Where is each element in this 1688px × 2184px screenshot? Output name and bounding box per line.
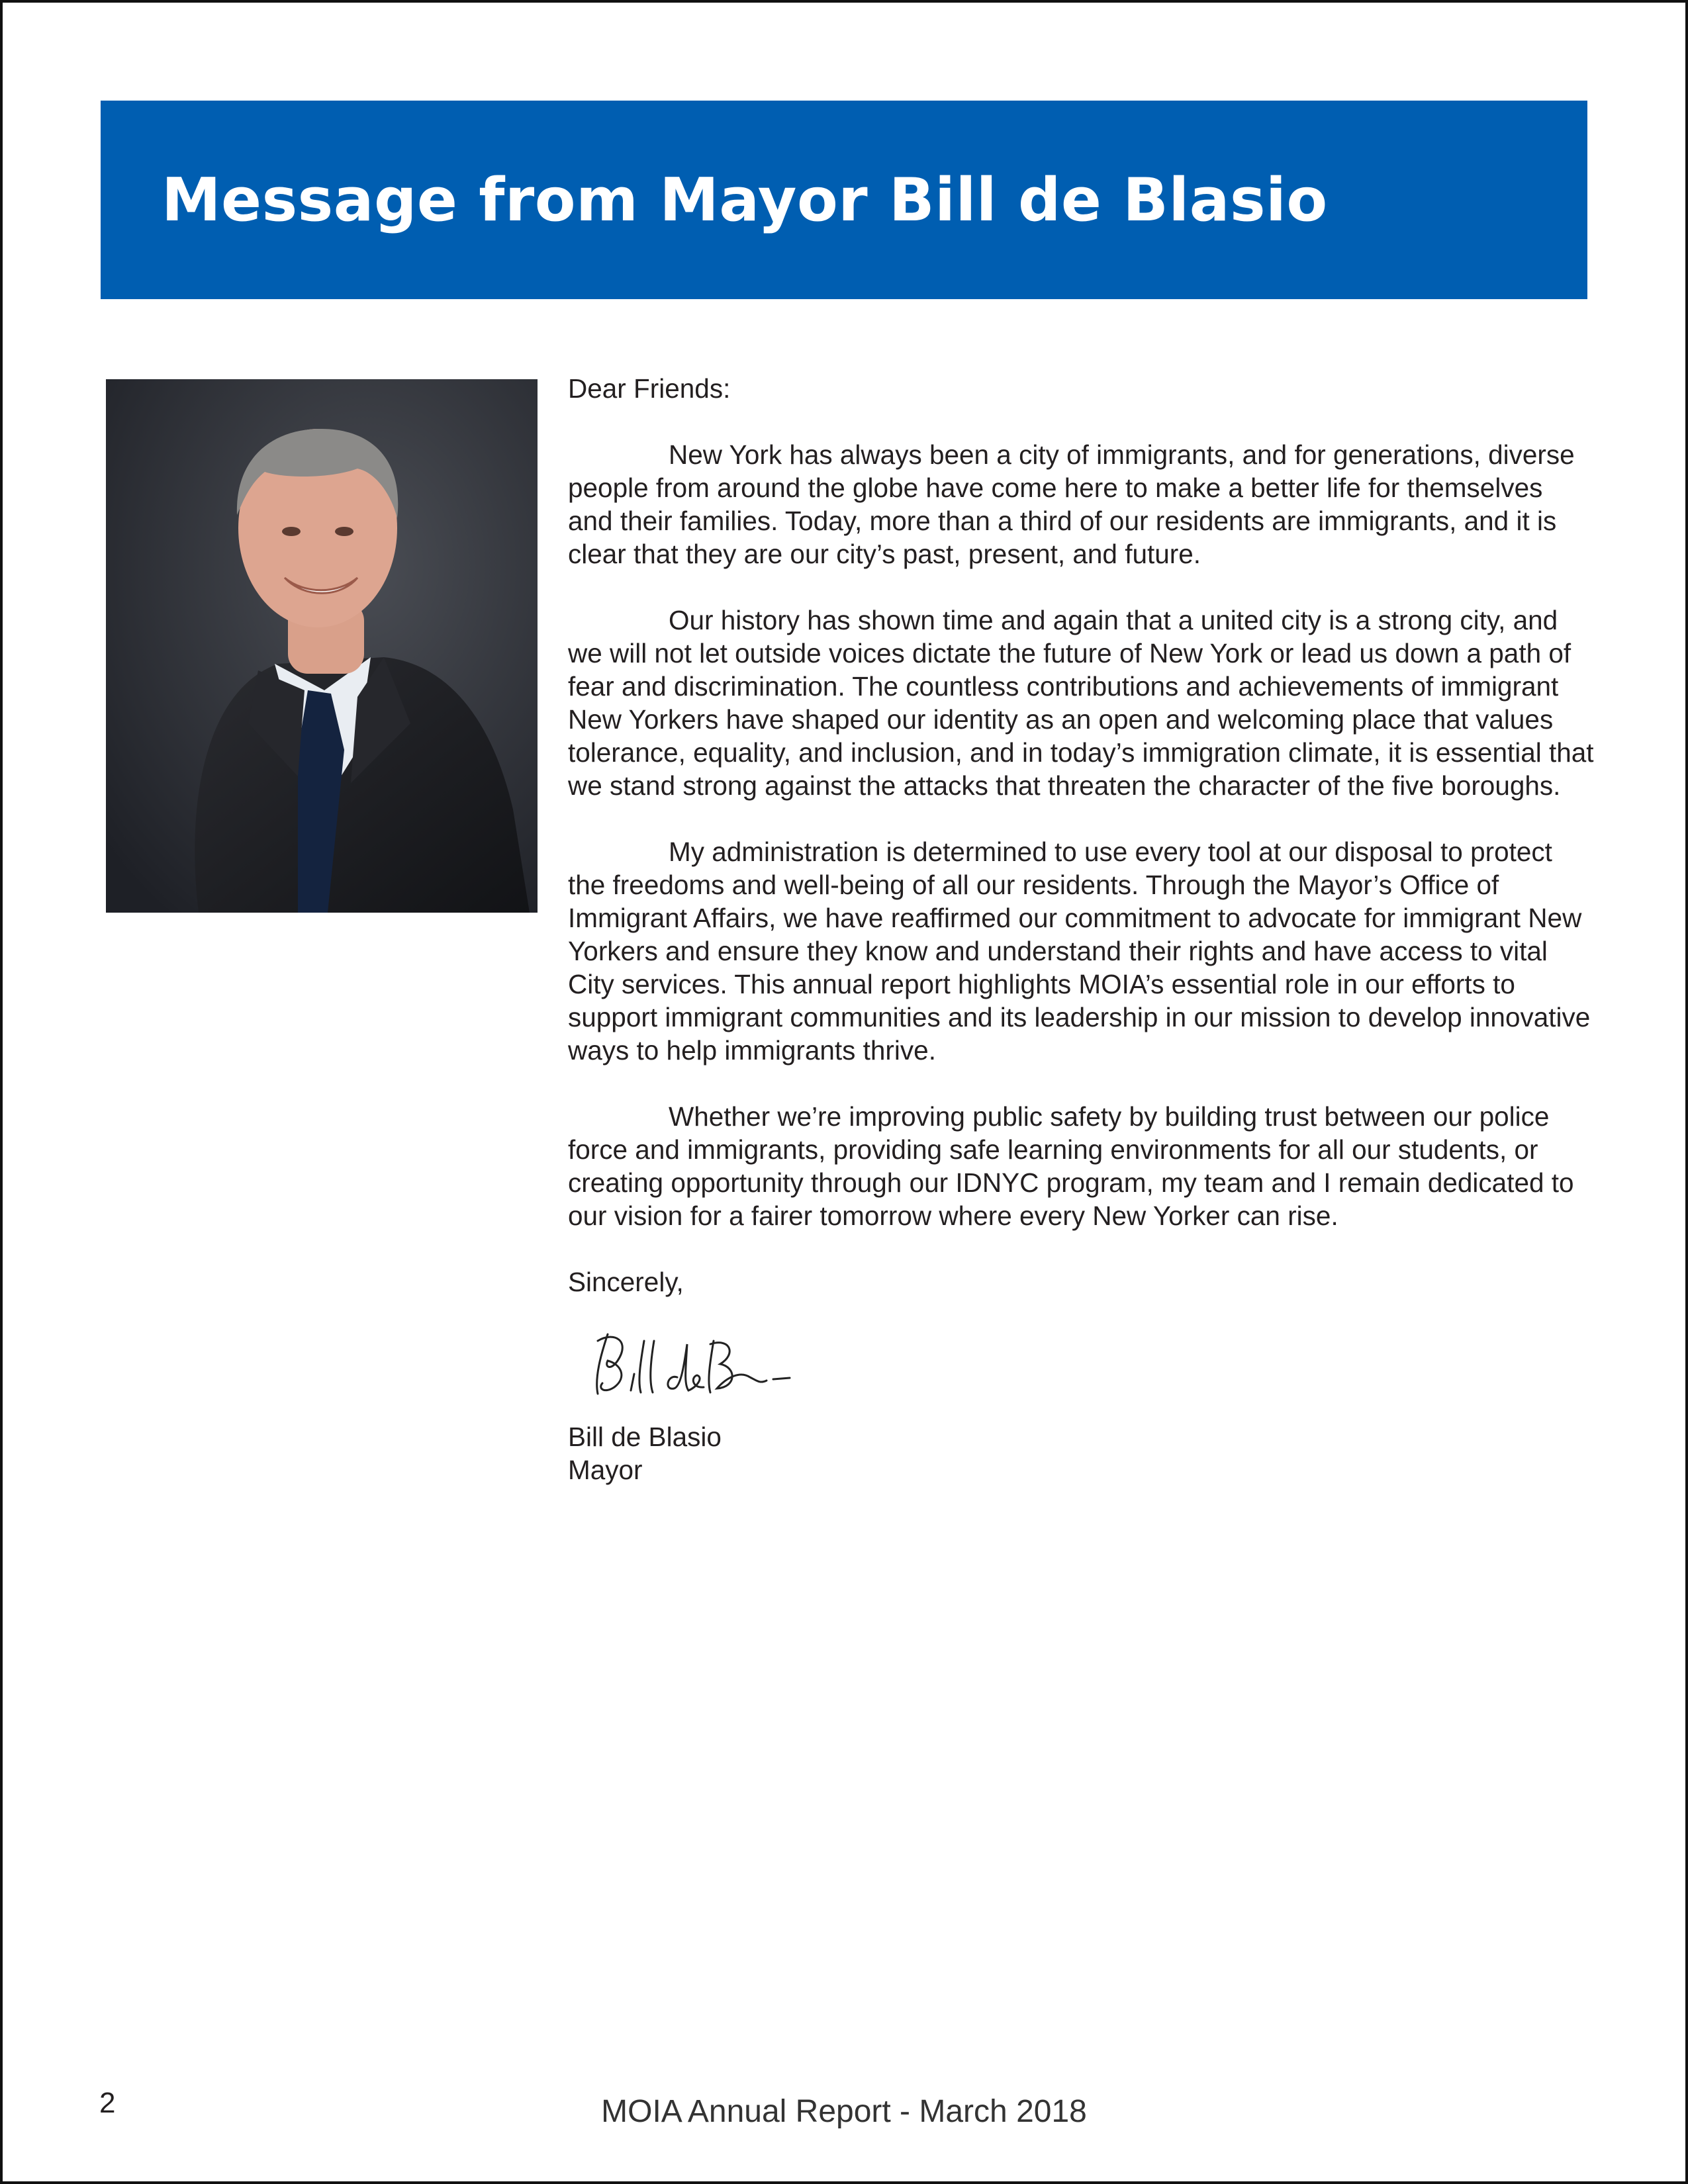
letter-paragraph: Our history has shown time and again that a united city is a strong city, and we will not let outside voices dictate the future of New York or lead us down a path of fear and discrimination. The countless contributions and achievements of immigrant New Yorkers have shaped our identity as an open and welcoming place that values tolerance, equality, and inclusion, and in today’s immigration climate, it is essential that we stand strong against the attacks that threaten the character of the five boroughs.	[568, 605, 1594, 801]
letter-paragraph: Whether we’re improving public safety by building trust between our police force and immigrants, providing safe learning environments for all our students, or creating opportunity through our IDNYC program, my team and I remain dedicated to our vision for a fairer tomorrow where every New Yorker can rise.	[568, 1101, 1574, 1231]
footer-title: MOIA Annual Report - March 2018	[601, 2094, 1087, 2129]
page-title: Message from Mayor Bill de Blasio	[162, 165, 1328, 235]
handwritten-signature	[568, 1314, 793, 1407]
letter-salutation: Dear Friends:	[568, 373, 731, 404]
signer-name: Bill de Blasio	[568, 1422, 722, 1452]
title-banner	[101, 101, 1587, 299]
page-number: 2	[99, 2087, 116, 2119]
letter-paragraph: My administration is determined to use every tool at our disposal to protect the freedoms and well-being of all our residents. Through the Mayor’s Office of Immigrant Affairs, we have reaffirmed our commitment to advocate for immigrant New Yorkers and ensure they know and understand their rights and have access to vital City services. This annual report highlights MOIA’s essential role in our efforts to support immigrant communities and its leadership in our mission to develop innovative ways to help immigrants thrive.	[568, 837, 1591, 1066]
signer-title: Mayor	[568, 1455, 643, 1485]
portrait-photo	[106, 379, 538, 913]
letter-body	[568, 372, 1594, 1486]
letter-paragraph: New York has always been a city of immigrants, and for generations, diverse people from around the globe have come here to make a better life for themselves and their families. Today, more than a third of our residents are immigrants, and it is clear that they are our city’s past, present, and future.	[568, 439, 1575, 569]
letter-closing: Sincerely,	[568, 1267, 684, 1297]
